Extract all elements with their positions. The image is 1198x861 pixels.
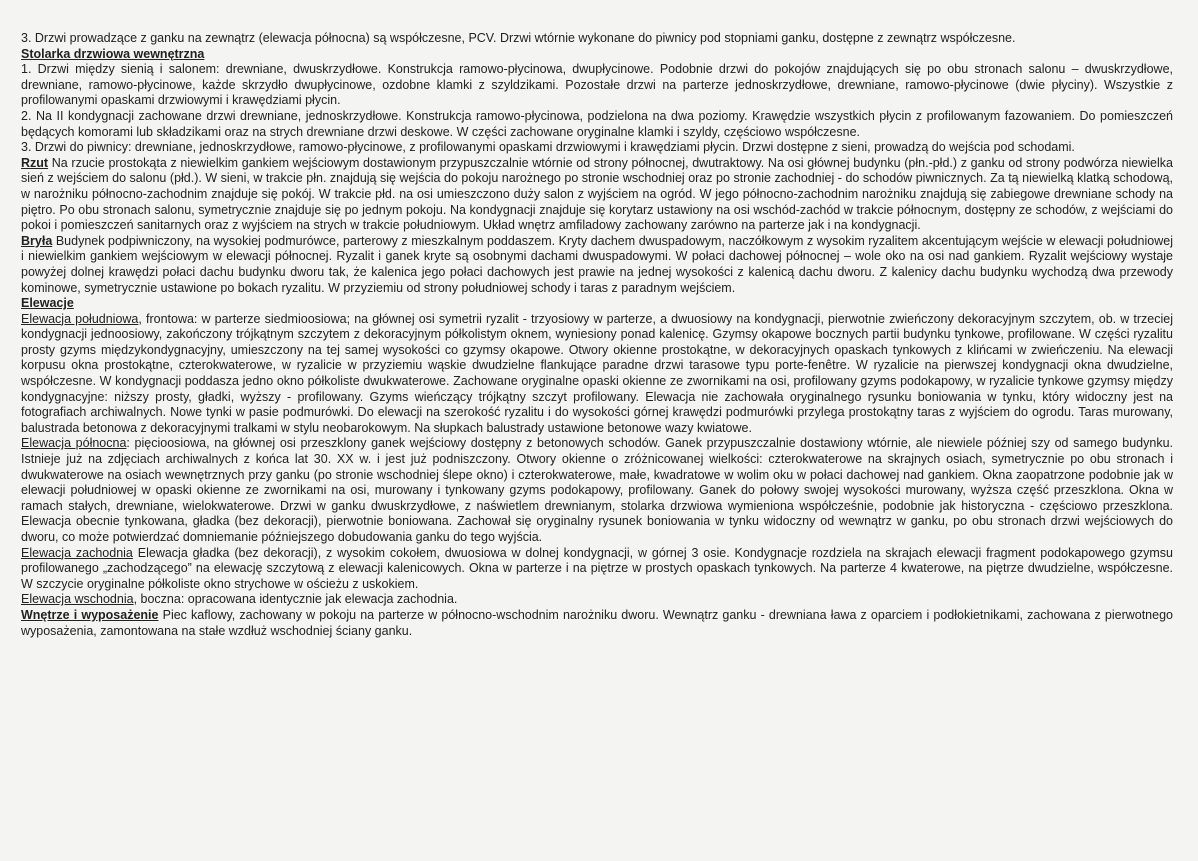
wnetrze-text: Piec kaflowy, zachowany w pokoju na parterze w północno-wschodnim narożniku dworu. Wewnątrz ganku - drewniana ława z oparciem i podłokietnikami, zachowana z pierwotnego wyposażenia, zamontowana na stałe wzdłuż wschodniej ściany ganku.: [21, 607, 1173, 638]
wnetrze-heading: Wnętrze i wyposażenie: [21, 607, 159, 622]
stolarka-item-2: 2. Na II kondygnacji zachowane drzwi drewniane, jednoskrzydłowe. Konstrukcja ramowo-płycinowa, podzielona na dwa poziomy. Krawędzie wszystkich płycin z profilowanym fazowaniem. Do pomieszczeń będących komorami lub składzikami oraz na strych drewniane drzwi deskowe. W części zachowane oryginalne klamki i szyldy, częściowo współczesne.: [21, 108, 1173, 139]
elewacja-poludniowa-paragraph: [21, 312, 1173, 437]
rzut-heading: Rzut: [21, 155, 49, 170]
rzut-paragraph: [21, 156, 1173, 234]
elewacja-polnocna-text: : pięcioosiowa, na głównej osi przeszklony ganek wejściowy dostępny z betonowych schodów. Ganek przypuszczalnie dostawiony wtórnie, ale niewiele później szy od samego budynku. Istnieje już na zdjęciach archiwalnych z końca lat 30. XX w. i jest już podniszczony. Otwory okienne o zróżnicowanej wielkości: czterokwaterowe na skrajnych osiach, symetrycznie po obu stronach i dwukwaterowe na osiach wewnętrznych przy ganku (po stronie wschodniej ślepe okno) i czterokwaterowe, małe, kwadratowe w wolim oku w połaci dachowej nad gankiem. Okna zaopatrzone podobnie jak w elewacji południowej w opaski okienne ze zwornikami na osi, murowany i tynkowany gzyms podokapowy, profilowany. Ganek do połowy swojej wysokości murowany, wyższa część przeszklona. Okna w ramach stałych, drewniane, wielokwaterowe. Drzwi w ganku dwuskrzydłowe, z naświetlem drewnianym, stolarka drzwiowa wymieniona współcześnie, podobnie jak historyczna - częściowo przeszklona. Elewacja obecnie tynkowana, gładka (bez dekoracji), pierwotnie boniowana. Zachował się oryginalny rysunek boniowania w tynku widoczny od wewnątrz w ganku, po obu stronach drzwi wejściowych do dworu, co może potwierdzać domniemanie późniejszego dobudowania ganku do tego wyjścia.: [21, 436, 1173, 544]
document-page: [21, 31, 1173, 639]
elewacja-wschodnia-text: , boczna: opracowana identycznie jak elewacja zachodnia.: [133, 592, 458, 607]
stolarka-item-3: 3. Drzwi do piwnicy: drewniane, jednoskrzydłowe, ramowo-płycinowe, z profilowanymi opaskami drzwiowymi i krawędziami płycin. Drzwi dostępne z sieni, prowadzą do wejścia pod schodami.: [21, 140, 1075, 155]
stolarka-item-1: 1. Drzwi między sienią i salonem: drewniane, dwuskrzydłowe. Konstrukcja ramowo-płycinowa, dwupłycinowe. Podobnie drzwi do pokojów znajdujących się po obu stronach salonu – dwuskrzydłowe, drewniane, ramowo-płycinowe, każde skrzydło dwupłycinowe, ozdobne klamki z szyldzikami. Pozostałe drzwi na parterze jednoskrzydłowe, drewniane, ramowo-płycinowe (dwie płyciny). Wszystkie z profilowanymi opaskami drzwiowymi i krawędziami płycin.: [21, 62, 1173, 108]
elewacja-poludniowa-text: , frontowa: w parterze siedmioosiowa; na głównej osi symetrii ryzalit - trzyosiowy w parterze, a dwuosiowy na kondygnacji, pierwotnie zwieńczony dekoracyjnym szczytem, ob. w trzeciej kondygnacji jednoosiowy, zakończony trójkątnym szczytem z dekoracyjnym półkolistym oknem, wyniesiony ponad kalenicę. Gzymsy okapowe bocznych partii budynku tynkowe, profilowane. W części ryzalitu prosty gzyms międzykondygnacyjny, umieszczony na tej samej wysokości co gzymsy okapowe. Otwory okienne prostokątne, w dekoracyjnych opaskach tynkowych z klińcami w zwieńczeniu. Na elewacji korpusu okna prostokątne, czterokwaterowe, w ryzalicie w przyziemiu wąskie dwudzielne flankujące paradne drzwi tarasowe typu porte-fenêtre. W ryzalicie na pierwszej kondygnacji okna dwudzielne, współczesne. W kondygnacji poddasza jedno okno półkoliste dwukwaterowe. Zachowane oryginalne opaski okienne ze zwornikami na osi, profilowany gzyms podokapowy, w ryzalicie tynkowe gzymsy między kondygnacyjne: niższy prosty, gładki, wyższy - profilowany. Gzyms wieńczący trójkątny szczyt profilowany. Elewacja nie zachowała oryginalnego rysunku boniowania w tynku, który widoczny jest na fotografiach archiwalnych. Nowe tynki w pasie podmurówki. Do elewacji na szerokość ryzalitu i do wysokości górnej krawędzi podmurówki przylega prostokątny taras z wyjściem do ogrodu. Taras murowany, balustrada betonowa z dekoracyjnymi tralkami w stylu neobarokowym. Na słupkach balustrady ustawione betonowe wazy kwiatowe.: [21, 311, 1173, 435]
bryla-heading: Bryła: [21, 233, 53, 248]
elewacje-heading: Elewacje: [21, 296, 74, 311]
intro-paragraph: 3. Drzwi prowadzące z ganku na zewnątrz (elewacja północna) są współczesne, PCV. Drzwi wtórnie wykonane do piwnicy pod stopniami ganku, dostępne z zewnątrz współczesne.: [21, 31, 1016, 45]
wnetrze-paragraph: [21, 608, 1173, 639]
elewacja-zachodnia-label: Elewacja zachodnia: [21, 545, 133, 560]
bryla-text: Budynek podpiwniczony, na wysokiej podmurówce, parterowy z mieszkalnym poddaszem. Kryty dachem dwuspadowym, naczółkowym z wysokim ryzalitem akcentującym wejście w elewacji południowej i niewielkim gankiem wejściowym w elewacji północnej. Ryzalit i ganek kryte są osobnymi dachami dwuspadowymi. W połaci dachowej północnej – wole oko na osi nad gankiem. Ryzalit wejściowy wystaje powyżej dolnej krawędzi połaci dachu budynku dworu tak, że kalenica jego połaci dachowych jest prawie na jednej wysokości z kalenicą dachu dworu. Z kalenicy dachu budynku wychodzą dwa przewody kominowe, symetrycznie ustawione po bokach ryzalitu. W przyziemiu od strony południowej schody i taras z paradnym wejściem.: [21, 233, 1173, 295]
elewacja-polnocna-label: Elewacja północna: [21, 436, 127, 451]
elewacja-wschodnia-paragraph: [21, 592, 1173, 608]
elewacja-poludniowa-label: Elewacja południowa: [21, 311, 139, 326]
elewacja-zachodnia-paragraph: [21, 546, 1173, 593]
stolarka-heading: Stolarka drzwiowa wewnętrzna: [21, 46, 205, 61]
bryla-paragraph: [21, 234, 1173, 296]
elewacja-wschodnia-label: Elewacja wschodnia: [21, 592, 134, 607]
elewacja-polnocna-paragraph: [21, 436, 1173, 545]
elewacja-zachodnia-text: Elewacja gładka (bez dekoracji), z wysokim cokołem, dwuosiowa w dolnej kondygnacji, w górnej 3 osie. Kondygnacje rozdziela na skrajach elewacji fragment podokapowego gzymsu profilowanego „zachodzącego” na elewację szczytową z elewacji kalenicowych. Okna w parterze i na piętrze w prostych opaskach tynkowych. Na parterze 4 kwaterowe, na piętrze dwudzielne, współczesne. W szczycie oryginalne półkoliste okno strychowe w ościeżu z uskokiem.: [21, 545, 1173, 591]
rzut-text: Na rzucie prostokąta z niewielkim gankiem wejściowym dostawionym przypuszczalnie wtórnie od strony północnej, dwutraktowy. Na osi głównej budynku (płn.-płd.) z ganku od strony podwórza niewielka sień z wejściem do salonu (płd.). W sieni, w trakcie płn. znajdują się wejścia do pokoju narożnego po stronie wschodniej oraz po stronie zachodniej - do schodów piwnicznych. Za tą niewielką klatką schodową, w narożniku północno-zachodnim znajduje się pokój. W trakcie płd. na osi umieszczono duży salon z wyjściem na ogród. W jego północno-zachodnim narożniku znajdują się zabiegowe drewniane schody na piętro. Po obu stronach salonu, symetrycznie znajduje się po jednym pokoju. Na kondygnacji znajduje się korytarz ustawiony na osi wschód-zachód w trakcie północnym, dostępny ze schodów, z wejściami do pokoi i pomieszczeń sanitarnych oraz z wyjściem na strych w trakcie południowym. Układ wnętrz amfiladowy zachowany zarówno na parterze jak i na kondygnacji.: [21, 155, 1173, 233]
